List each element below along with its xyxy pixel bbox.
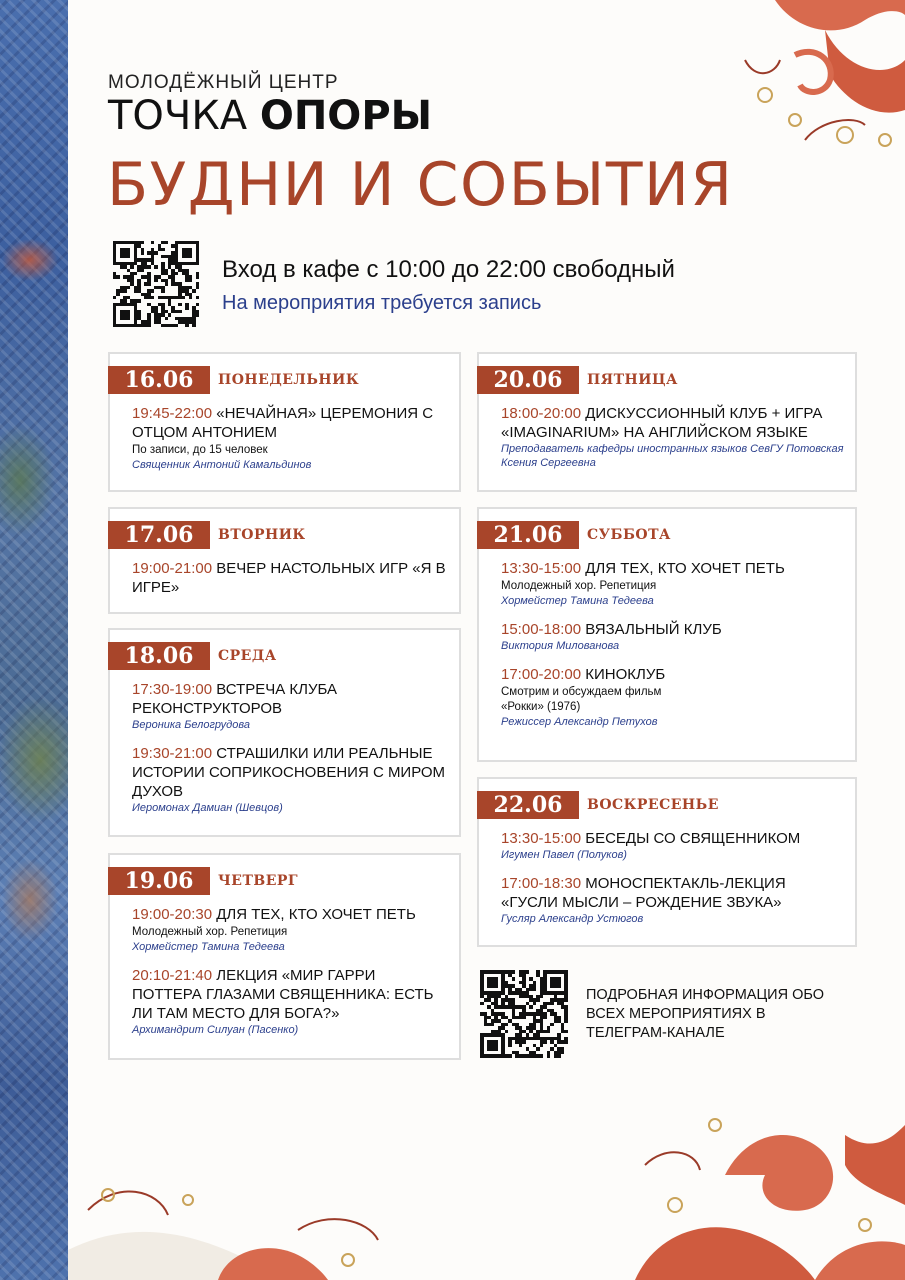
event-title: МОНОСПЕКТАКЛЬ-ЛЕКЦИЯ «ГУСЛИ МЫСЛИ – РОЖДЕНИЕ ЗВУКА» <box>501 875 786 911</box>
event-title: ВЯЗАЛЬНЫЙ КЛУБ <box>585 621 722 638</box>
event-time: 19:45-22:00 <box>132 405 213 422</box>
day-card-20-06 <box>477 352 857 492</box>
event-item <box>501 829 845 862</box>
event-note: Смотрим и обсуждаем фильм «Рокки» (1976) <box>501 686 662 713</box>
event-item <box>132 744 449 815</box>
entry-main: Вход в кафе с 10:00 до 22:00 свободный <box>222 256 675 283</box>
qr-code-icon[interactable] <box>113 241 199 327</box>
day-card-22-06 <box>477 777 857 947</box>
telegram-info-text: ПОДРОБНАЯ ИНФОРМАЦИЯ ОБО ВСЕХ МЕРОПРИЯТИЯХ В ТЕЛЕГРАМ-КАНАЛЕ <box>586 987 825 1041</box>
org-name <box>108 93 433 139</box>
day-date: 19.06 <box>108 867 210 895</box>
event-host: Игумен Павел (Полуков) <box>501 849 627 861</box>
event-time: 19:00-20:30 <box>132 906 213 923</box>
org-name-bold: ОПОРЫ <box>259 93 433 139</box>
event-title: «НЕЧАЙНАЯ» ЦЕРЕМОНИЯ С ОТЦОМ АНТОНИЕМ <box>132 405 434 441</box>
event-time: 19:30-21:00 <box>132 745 213 762</box>
event-time: 13:30-15:00 <box>501 830 582 847</box>
event-item <box>501 404 845 470</box>
ornament-bottom-left <box>68 1140 398 1280</box>
event-host: Хормейстер Тамина Тедеева <box>501 595 654 607</box>
day-name: СУББОТА <box>587 527 671 543</box>
event-item <box>501 665 845 729</box>
day-date: 22.06 <box>477 791 579 819</box>
event-note: По записи, до 15 человек <box>132 444 268 456</box>
event-title: КИНОКЛУБ <box>585 666 666 683</box>
event-host: Священник Антоний Камальдинов <box>132 459 312 471</box>
event-time: 19:00-21:00 <box>132 560 213 577</box>
day-date: 20.06 <box>477 366 579 394</box>
event-host: Архимандрит Силуан (Пасенко) <box>132 1024 299 1036</box>
event-note: Молодежный хор. Репетиция <box>501 580 657 592</box>
event-item <box>132 680 449 732</box>
event-host: Вероника Белогрудова <box>132 719 250 731</box>
day-name: ПОНЕДЕЛЬНИК <box>218 372 360 388</box>
event-note: Молодежный хор. Репетиция <box>132 926 288 938</box>
event-title: БЕСЕДЫ СО СВЯЩЕННИКОМ <box>585 830 801 847</box>
event-time: 17:00-18:30 <box>501 875 582 892</box>
day-date: 18.06 <box>108 642 210 670</box>
event-title: ДИСКУССИОННЫЙ КЛУБ + ИГРА «IMAGINARIUM» НА АНГЛИЙСКОМ ЯЗЫКЕ <box>501 405 823 441</box>
ornament-top-right <box>735 0 905 160</box>
event-host: Хормейстер Тамина Тедеева <box>132 941 285 953</box>
org-subtitle: МОЛОДЁЖНЫЙ ЦЕНТР <box>108 72 339 93</box>
day-card-16-06 <box>108 352 461 492</box>
day-name: ВОСКРЕСЕНЬЕ <box>587 797 719 813</box>
day-name: ЧЕТВЕРГ <box>218 873 299 889</box>
page-title: БУДНИ И СОБЫТИЯ <box>107 150 734 220</box>
event-time: 13:30-15:00 <box>501 560 582 577</box>
day-date: 21.06 <box>477 521 579 549</box>
event-host: Гусляр Александр Устюгов <box>501 913 644 925</box>
org-name-light: ТОЧКА <box>108 93 248 139</box>
event-item <box>501 620 845 653</box>
day-name: ПЯТНИЦА <box>587 372 678 388</box>
day-card-21-06 <box>477 507 857 762</box>
day-card-17-06 <box>108 507 461 614</box>
event-host: Иеромонах Дамиан (Шевцов) <box>132 802 283 814</box>
mosaic-border <box>0 0 68 1280</box>
event-title: ЛЕКЦИЯ «МИР ГАРРИ ПОТТЕРА ГЛАЗАМИ СВЯЩЕННИКА: ЕСТЬ ЛИ ТАМ МЕСТО ДЛЯ БОГА?» <box>132 967 434 1022</box>
header <box>108 72 433 139</box>
event-title: ВСТРЕЧА КЛУБА РЕКОНСТРУКТОРОВ <box>132 681 338 717</box>
event-host: Преподаватель кафедры иностранных языков СевГУ Потовская Ксения Сергеевна <box>501 443 844 469</box>
event-item <box>132 404 449 472</box>
event-item <box>132 559 449 597</box>
event-time: 18:00-20:00 <box>501 405 582 422</box>
entry-info <box>222 256 675 315</box>
day-date: 16.06 <box>108 366 210 394</box>
event-title: СТРАШИЛКИ ИЛИ РЕАЛЬНЫЕ ИСТОРИИ СОПРИКОСНОВЕНИЯ С МИРОМ ДУХОВ <box>132 745 446 800</box>
day-name: СРЕДА <box>218 648 277 664</box>
day-name: ВТОРНИК <box>218 527 306 543</box>
event-host: Режиссер Александр Петухов <box>501 716 658 728</box>
event-title: ВЕЧЕР НАСТОЛЬНЫХ ИГР «Я В ИГРЕ» <box>132 560 446 596</box>
event-time: 15:00-18:00 <box>501 621 582 638</box>
event-host: Виктория Милованова <box>501 640 620 652</box>
event-item <box>132 905 449 954</box>
entry-sub: На мероприятия требуется запись <box>222 292 542 314</box>
telegram-qr-code-icon[interactable] <box>480 970 568 1058</box>
event-item <box>132 966 449 1037</box>
day-card-18-06 <box>108 628 461 837</box>
event-title: ДЛЯ ТЕХ, КТО ХОЧЕТ ПЕТЬ <box>216 906 416 923</box>
event-time: 17:30-19:00 <box>132 681 213 698</box>
day-card-19-06 <box>108 853 461 1060</box>
event-item <box>501 559 845 608</box>
event-item <box>501 874 845 926</box>
day-date: 17.06 <box>108 521 210 549</box>
event-time: 17:00-20:00 <box>501 666 582 683</box>
event-title: ДЛЯ ТЕХ, КТО ХОЧЕТ ПЕТЬ <box>585 560 785 577</box>
ornament-bottom-right <box>615 1095 905 1280</box>
event-time: 20:10-21:40 <box>132 967 213 984</box>
